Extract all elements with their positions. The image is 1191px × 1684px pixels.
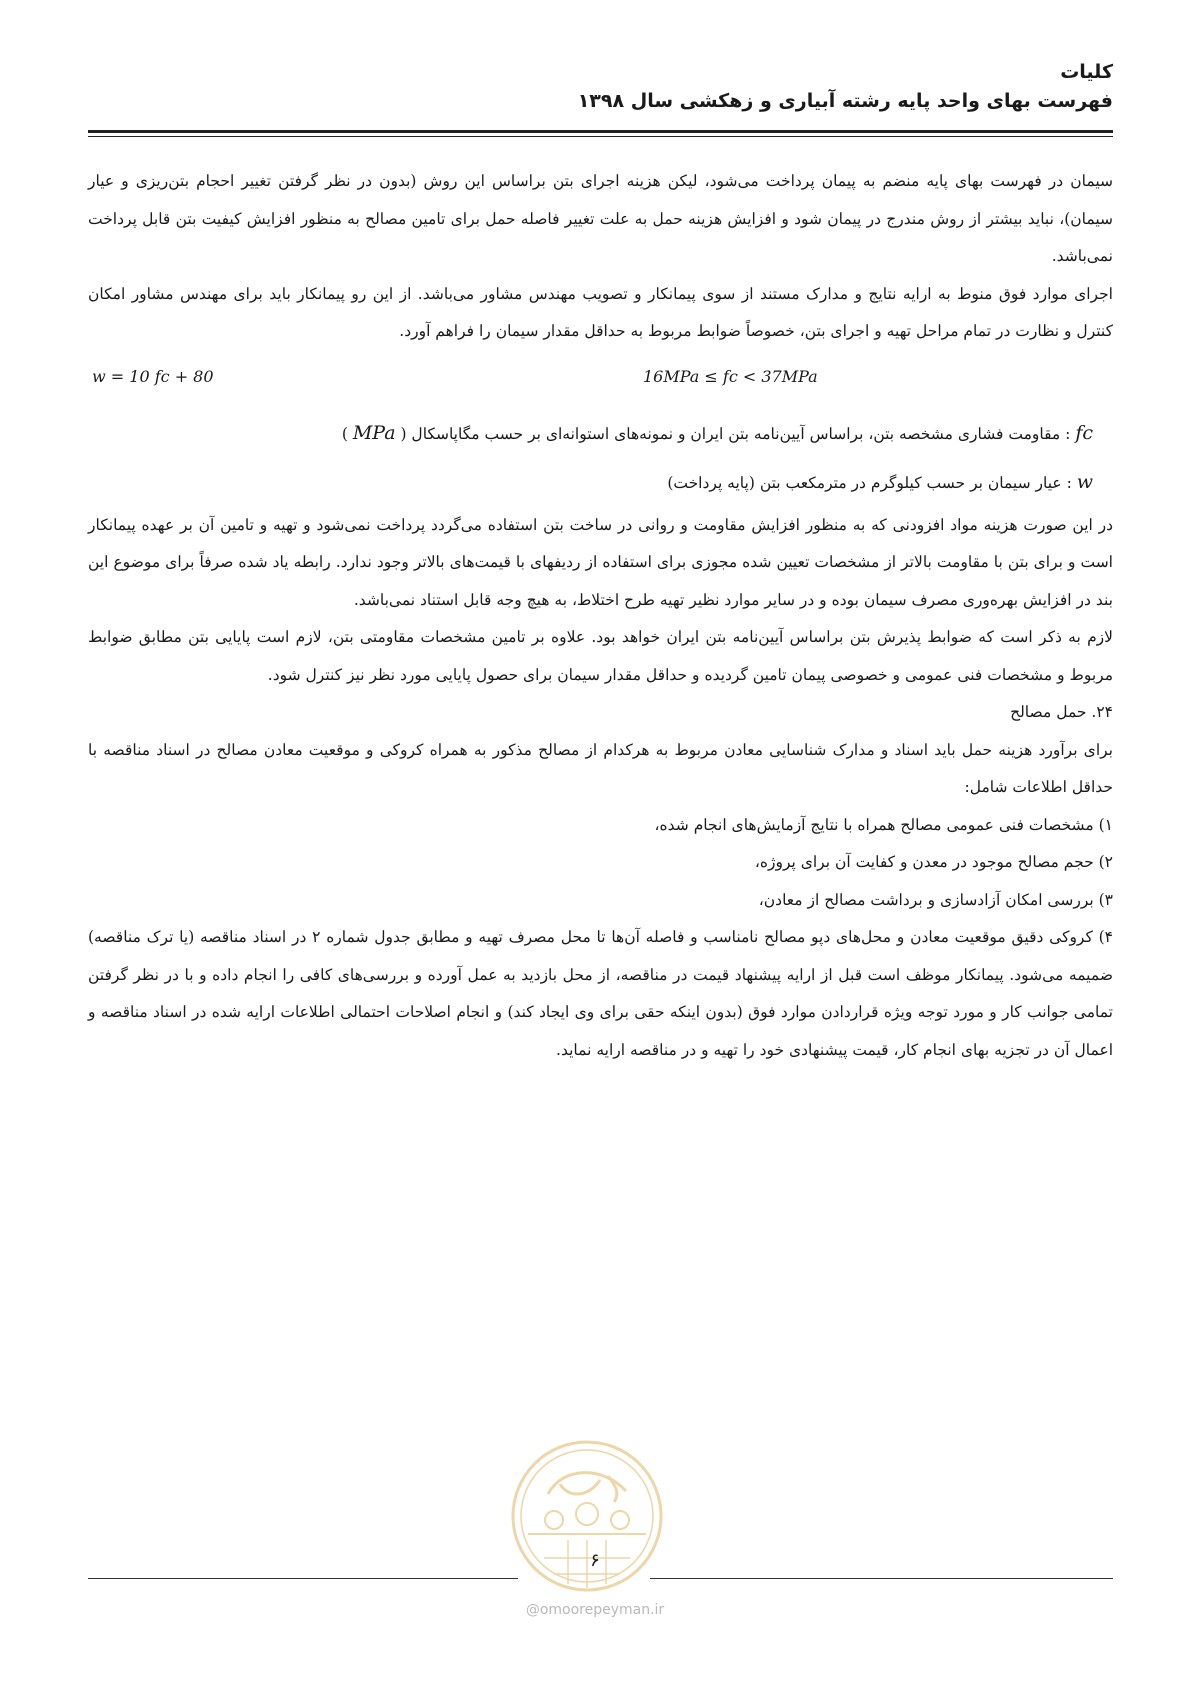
header-title: کلیات: [1060, 61, 1113, 83]
omoorepeyman-seal-watermark: [508, 1436, 666, 1596]
footer-rule: [88, 1578, 518, 1579]
formula-strength-range: 16MPa ≤ fc < 37MPa: [643, 366, 818, 386]
definition-text: : عیار سیمان بر حسب کیلوگرم در مترمکعب بتن (پایه پرداخت): [667, 473, 1077, 492]
page-header: [88, 58, 1113, 116]
definition-close: ): [341, 424, 353, 443]
definition-symbol: w: [1076, 470, 1093, 493]
header-rule-thick: [88, 130, 1113, 133]
header-rule-thin: [88, 136, 1113, 137]
paragraph: سیمان در فهرست بهای پایه منضم به پیمان پرداخت می‌شود، لیکن هزینه اجرای بتن براساس این روش (بدون در نظر گرفتن تغییر احجام بتن‌ریزی و عیار سیمان)، نباید بیشتر از روش مندرج در پیمان شود و افزایش هزینه حمل به علت تغییر فاصله حمل برای تامین مصالح به منظور افزایش کیفیت بتن قابل پرداخت نمی‌باشد.: [88, 172, 1113, 265]
website-link[interactable]: @omoorepeyman.ir: [525, 1602, 665, 1618]
paragraph: لازم به ذکر است که ضوابط پذیرش بتن براساس آیین‌نامه بتن ایران خواهد بود. علاوه بر تامین مشخصات مقاومتی بتن، لازم است پایایی بتن مطابق ضوابط مربوط و مشخصات فنی عمومی و خصوصی پیمان تامین گردیده و حداقل مقدار سیمان برای حصول پایایی مورد نظر نیز کنترل شود.: [88, 628, 1113, 684]
section-intro: برای برآورد هزینه حمل باید اسناد و مدارک شناسایی معادن مربوط به هرکدام از مصالح مذکور به همراه کروکی و موقعیت معادن مصالح در اسناد مناقصه با حداقل اطلاعات شامل:: [88, 740, 1113, 796]
seal-gear-icon: [611, 1511, 629, 1529]
header-subtitle: فهرست بهای واحد پایه رشته آبیاری و زهکشی سال ۱۳۹۸: [577, 90, 1113, 112]
definition-text: : مقاومت فشاری مشخصه بتن، براساس آیین‌نامه بتن ایران و نمونه‌های استوانه‌ای بر حسب مگاپاسکال (: [395, 424, 1076, 443]
paragraph: در این صورت هزینه مواد افزودنی که به منظور افزایش مقاومت و روانی در ساخت بتن استفاده می‌گردد پرداخت نمی‌شود و تهیه و تامین آن بر عهده پیمانکار است و برای بتن با مقاومت بالاتر از مشخصات تعیین شده مجوزی برای استفاده از ردیفهای با قیمت‌های بالاتر وجود ندارد. رابطه یاد شده صرفاً برای موضوع این بند در افزایش بهره‌وری مصرف سیمان بوده و در سایر موارد نظیر تهیه طرح اختلاط، به هیچ وجه قابل استناد نمی‌باشد.: [88, 515, 1113, 609]
formula-line: [88, 351, 1113, 403]
footer-rule: [650, 1578, 1113, 1579]
formula-cement-content: w = 10 fc + 80: [92, 366, 214, 386]
definition-w: [88, 458, 1113, 507]
page-number: ۶: [590, 1550, 600, 1571]
definition-symbol: fc: [1075, 421, 1093, 444]
seal-people-icon: [576, 1503, 598, 1525]
page-body: [88, 163, 1113, 1069]
list-item: ۴) کروکی دقیق موقعیت معادن و محل‌های دپو مصالح نامناسب و فاصله آن‌ها تا محل مصرف تهیه و مطابق جدول شماره ۲ در اسناد مناقصه (یا ترک مناقصه) ضمیمه می‌شود. پیمانکار موظف است قبل از ارایه پیشنهاد قیمت در مناقصه، از محل بازدید به عمل آورده و بررسی‌های کافی را انجام داده و با در نظر گرفتن تمامی جوانب کار و مورد توجه ویژه قراردادن موارد فوق (بدون اینکه حقی برای وی ایجاد کند) و انجام اصلاحات احتمالی اطلاعات ارایه شده در اسناد مناقصه و اعمال آن در تجزیه بهای انجام کار، قیمت پیشنهادی خود را تهیه و در مناقصه ارایه نماید.: [88, 928, 1113, 1059]
seal-scale-icon: [545, 1511, 563, 1529]
definition-unit: MPa: [352, 421, 396, 444]
list-item: ۳) بررسی امکان آزادسازی و برداشت مصالح از معادن،: [758, 890, 1113, 909]
seal-script: [548, 1473, 626, 1502]
list-item: ۲) حجم مصالح موجود در معدن و کفایت آن برای پروژه،: [754, 853, 1113, 871]
section-heading: ۲۴. حمل مصالح: [1010, 703, 1113, 721]
definition-fc: [88, 409, 1113, 458]
list-item: ۱) مشخصات فنی عمومی مصالح همراه با نتایج آزمایش‌های انجام شده،: [654, 815, 1113, 834]
paragraph: اجرای موارد فوق منوط به ارایه نتایج و مدارک مستند از سوی پیمانکار و تصویب مهندس مشاور می‌باشد. از این رو پیمانکار باید برای مهندس مشاور امکان کنترل و نظارت در تمام مراحل تهیه و اجرای بتن، خصوصاً ضوابط مربوط به حداقل مقدار سیمان را فراهم آورد.: [88, 284, 1113, 340]
